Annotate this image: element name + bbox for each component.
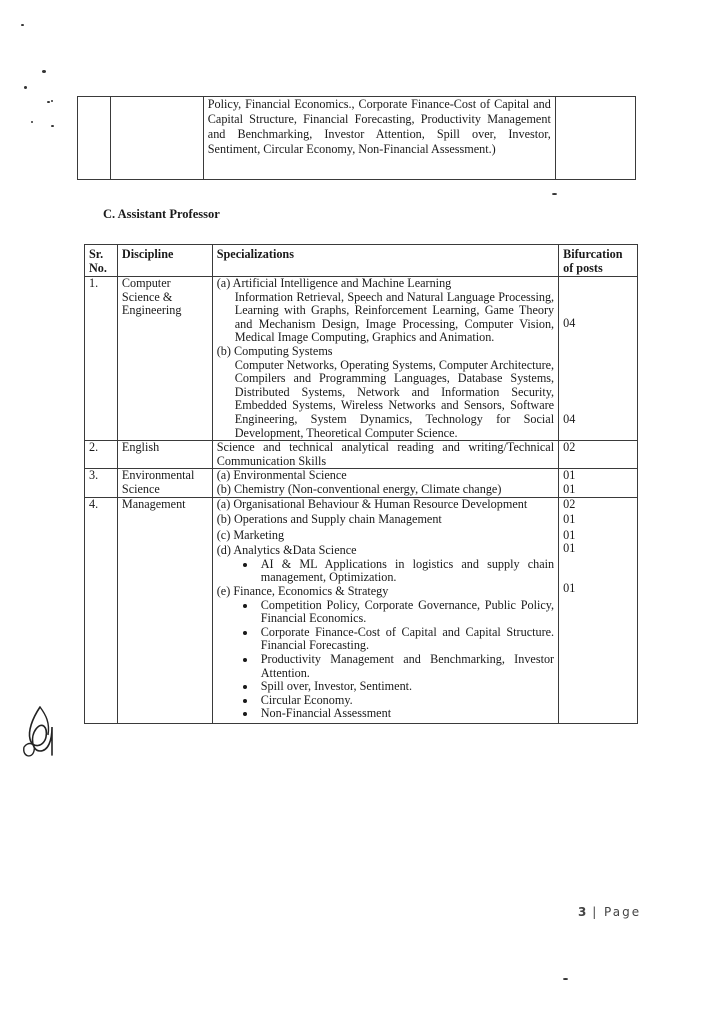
discipline: Computer Science & Engineering: [117, 277, 212, 441]
e-bullet-list: [217, 599, 554, 721]
empty-cell: [111, 97, 203, 180]
specializations: Science and technical analytical reading and writing/Technical Communication Skills: [212, 441, 558, 469]
bullet-item: • Productivity Management and Benchmarking, Investor Attention.: [257, 653, 554, 680]
assistant-professor-table: [84, 244, 638, 724]
bullet-item: • Competition Policy, Corporate Governance, Public Policy, Financial Economics.: [257, 599, 554, 626]
bullet-item: • Corporate Finance-Cost of Capital and Capital Structure. Financial Forecasting.: [257, 626, 554, 653]
discipline: Environmental Science: [117, 469, 212, 497]
table-row: [85, 497, 638, 724]
spec-title: (a) Environmental Science: [216, 468, 347, 483]
posts-value: 01: [563, 580, 576, 595]
table-row: [78, 97, 636, 180]
spec-title: (a) Organisational Behaviour & Human Resource Development: [216, 496, 528, 511]
specializations: [212, 277, 558, 441]
table-header-row: [85, 245, 638, 277]
posts-value: 02: [559, 441, 638, 469]
empty-cell: [555, 97, 635, 180]
discipline: Management: [117, 497, 212, 724]
page-number: [578, 905, 641, 919]
bullet-item: • Spill over, Investor, Sentiment.: [257, 680, 554, 694]
spec-title: (b) Chemistry (Non-conventional energy, Climate change): [216, 481, 502, 496]
table-row: [85, 469, 638, 497]
bullet-item: • Circular Economy.: [257, 694, 554, 708]
posts-value: 01: [563, 512, 576, 527]
specializations: [212, 469, 558, 497]
header-specializations: Specializations: [212, 245, 558, 277]
continued-table: [77, 96, 636, 180]
spec-text: Computer Networks, Operating Systems, Computer Architecture, Compilers and Programming Languages, Database Systems, Distributed Systems, Network and Information Security, Embedded Systems, Wireless Networks and Sensors, Software Engineering, System Dynamics, Technology for Social Development, Theoretical Computer Science.: [234, 357, 555, 440]
specializations: [212, 497, 558, 724]
posts-value: 01: [563, 481, 576, 496]
d-bullet-list: [217, 558, 554, 585]
spec-title: (b) Computing Systems: [216, 343, 333, 358]
page-label: | Page: [592, 905, 642, 919]
sr-no: 3.: [85, 469, 118, 497]
bullet-item: • AI & ML Applications in logistics and supply chain management, Optimization.: [257, 558, 554, 585]
posts-value: 04: [563, 411, 576, 426]
spec-title: (a) Artificial Intelligence and Machine Learning: [216, 276, 452, 290]
header-discipline: Discipline: [117, 245, 212, 277]
sr-no: 2.: [85, 441, 118, 469]
header-sr-no: Sr. No.: [85, 245, 118, 277]
spec-title: (e) Finance, Economics & Strategy: [216, 584, 389, 599]
spec-title: (c) Marketing: [216, 527, 285, 542]
posts-value: 01: [563, 527, 576, 542]
bullet-item: • Non-Financial Assessment: [257, 707, 554, 721]
spec-title: (d) Analytics &Data Science: [216, 543, 357, 558]
posts-value: 01: [563, 468, 576, 483]
header-bifurcation: Bifurcation of posts: [559, 245, 638, 277]
posts-value: 01: [563, 541, 576, 556]
posts: [559, 469, 638, 497]
signature-icon: [22, 705, 72, 765]
sr-no: 4.: [85, 497, 118, 724]
posts: [559, 277, 638, 441]
posts: [559, 497, 638, 724]
discipline: English: [117, 441, 212, 469]
posts-value: 02: [563, 496, 576, 511]
section-heading: C. Assistant Professor: [103, 207, 220, 221]
page-number-value: 3: [578, 905, 587, 919]
table-row: [85, 277, 638, 441]
sr-no: 1.: [85, 277, 118, 441]
spec-text: Information Retrieval, Speech and Natural Language Processing, Learning with Graphs, Reinforcement Learning, Game Theory and Mechanism Design, Image Processing, Computer Vision, Medical Image Computing, Graphics and Animation.: [234, 289, 555, 345]
table-row: [85, 441, 638, 469]
continued-specializations: Policy, Financial Economics., Corporate Finance-Cost of Capital and Capital Structure, Financial Forecasting, Productivity Management and Benchmarking, Investor Attention, Spill over, Investor, Sentiment, Circular Economy, Non-Financial Assessment.): [203, 97, 555, 180]
empty-cell: [78, 97, 111, 180]
spec-title: (b) Operations and Supply chain Management: [216, 512, 442, 527]
posts-value: 04: [563, 316, 576, 330]
